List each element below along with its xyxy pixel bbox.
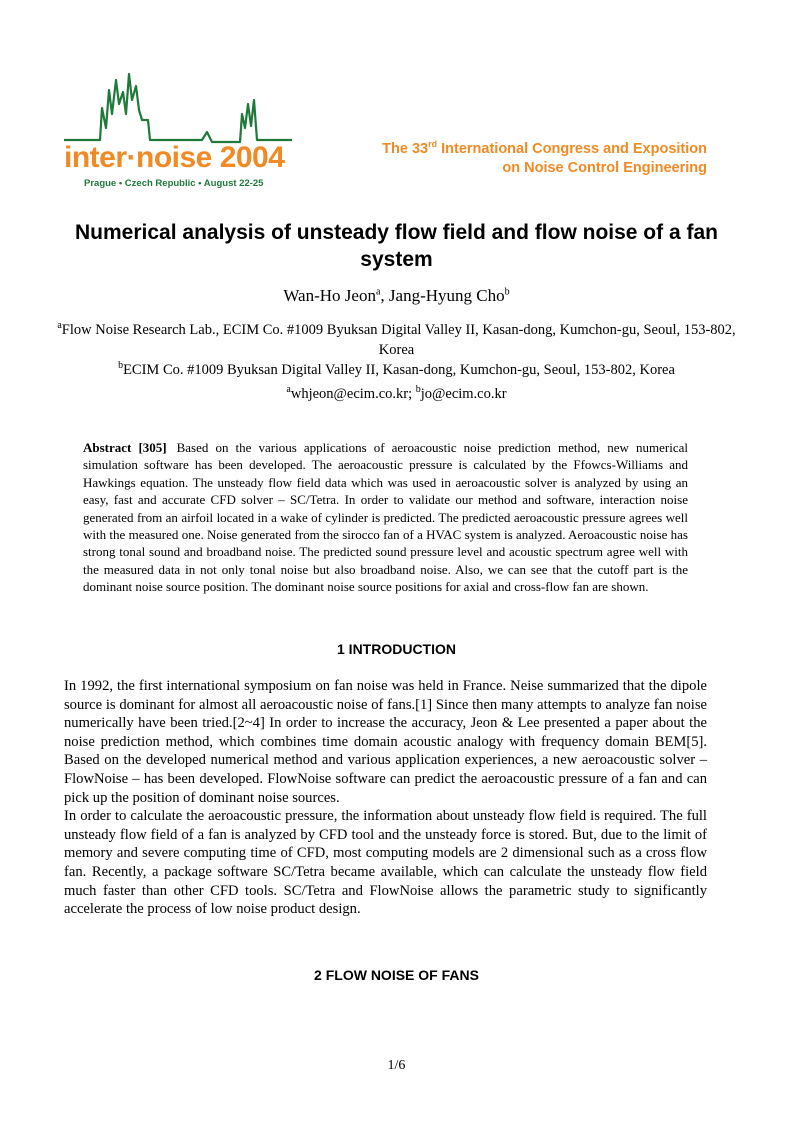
logo-tagline: Prague • Czech Republic • August 22-25 [84,178,264,189]
affiliations [55,320,738,380]
congress-line-1: The 33rd International Congress and Exposition [382,139,707,157]
affiliation-a: $^a$Flow Noise Research Lab., ECIM Co. #1009 Byuksan Digital Valley II, Kasan-dong, Kumchon-gu, Seoul, 153-802, Korea [57,320,736,358]
author-1: Wan-Ho Jeon [283,286,376,305]
emails: $^a$whjeon@ecim.co.kr; $^b$jo@ecim.co.kr [286,384,507,402]
author-2: Jang-Hyung Cho [388,286,505,305]
abstract-text: Based on the various applications of aeroacoustic noise prediction method, new numerical simulation software has been developed. The aeroacoustic pressure is calculated by the Ffowcs-Williams and Hawkings equation. The unsteady flow field data which was used in aeroacoustic solver is analyzed by using an easy, fast and accurate CFD solver – SC/Tetra. In order to validate our method and software, interaction noise generated from an airfoil located in a wake of cylinder is predicted. The predicted aeroacoustic pressure agrees well with the measured one. Noise generated from the sirocco fan of a HVAC system is analyzed. Aeroacoustic noise has strong tonal sound and broadband noise. The predicted sound pressure level and acoustic spectrum agree well with the measured data in not only tonal noise but also broadband noise. Also, we can see that the cutoff part is the dominant noise source position. The dominant noise source positions for axial and cross-flow fan are shown. [83,440,688,595]
abstract [83,439,688,596]
section-1-heading: 1 INTRODUCTION [337,641,456,657]
section-2-heading: 2 FLOW NOISE OF FANS [314,967,479,983]
email-b[interactable]: jo@ecim.co.kr [420,386,507,402]
affiliation-b: $^b$ECIM Co. #1009 Byuksan Digital Valley II, Kasan-dong, Kumchon-gu, Seoul, 153-802, Korea [118,360,675,378]
paragraph: In 1992, the first international symposium on fan noise was held in France. Neise summarized that the dipole source is dominant for almost all aeroacoustic noise of fans.[1] Since then many attempts to analyze fan noise numerically have been tried.[2~4] In order to increase the accuracy, Jeon & Lee presented a paper about the noise prediction method, which combines time domain acoustic analogy with frequency domain BEM[5]. Based on the developed numerical method and various application experiences, a new aeroacoustic solver – FlowNoise – has been developed. FlowNoise software can predict the aeroacoustic pressure of a fan and can pick up the position of dominant noise sources. [64,678,707,806]
page-number: 1/6 [387,1058,406,1073]
section-1-body [64,677,707,919]
congress-header [382,140,707,178]
abstract-label: Abstract [305] [83,440,167,455]
paper-title: Numerical analysis of unsteady flow field and flow noise of a fan system [75,221,718,271]
authors: Wan-Ho Jeon$^a$, Jang-Hyung Cho$^b$ [283,286,510,305]
inter-noise-2004-logo [62,70,294,192]
email-a[interactable]: whjeon@ecim.co.kr [290,386,409,402]
congress-line-2: on Noise Control Engineering [502,160,707,176]
logo-wordmark: inter·noise 2004 [64,141,285,174]
paragraph: In order to calculate the aeroacoustic pressure, the information about unsteady flow field is required. The full unsteady flow field of a fan is analyzed by CFD tool and the unsteady force is stored. But, due to the limit of memory and severe computing time of CFD, most computing models are 2 dimensional such as a cross flow fan. Recently, a package software SC/Tetra became available, which can calculate the unsteady flow field much faster than other CFD tools. SC/Tetra and FlowNoise allows the parametric study to significantly accelerate the process of low noise product design. [64,808,707,918]
